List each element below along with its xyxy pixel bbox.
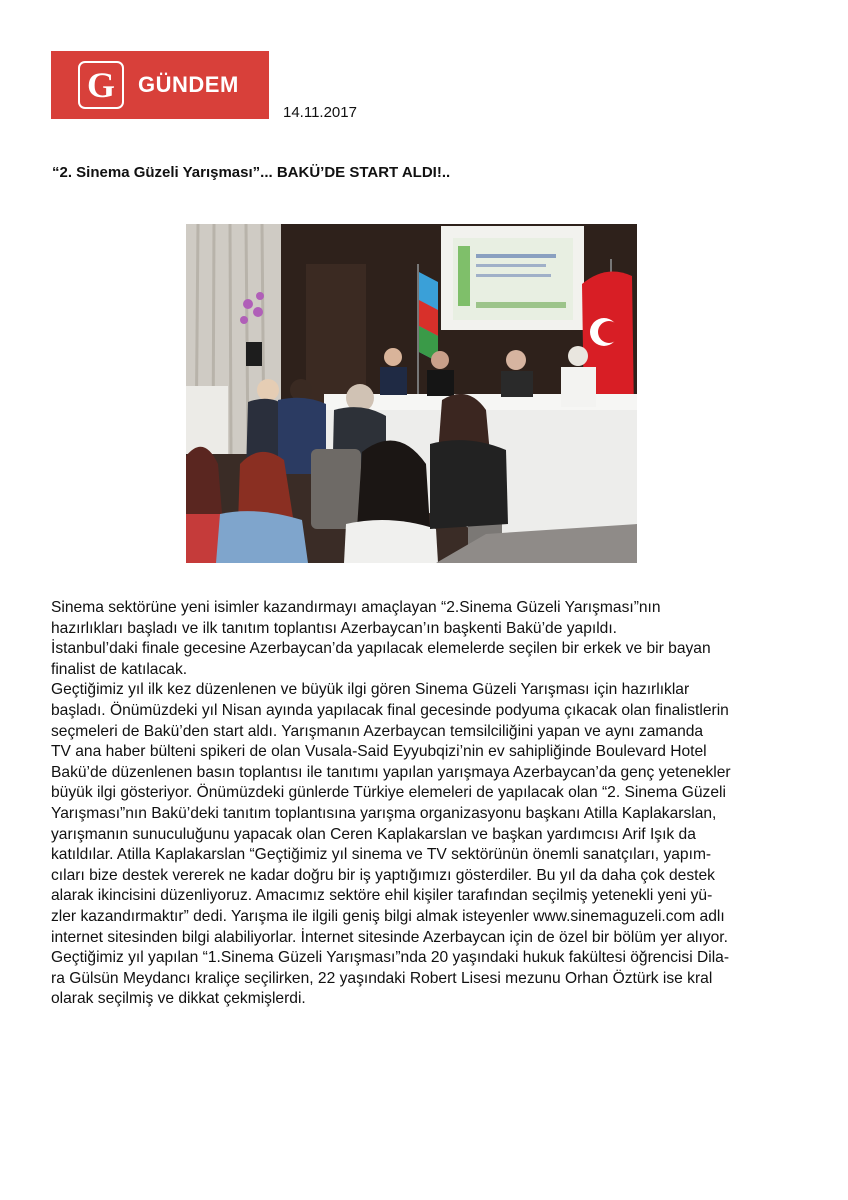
press-conference-photo-icon [186, 224, 637, 563]
logo-g-mark [78, 61, 124, 109]
logo-brand-text: GÜNDEM [138, 72, 239, 97]
body-line: alarak ikincisini düzenliyoruz. Amacımız sektöre ehil kişiler tarafından seçilmiş yetenekli yeni yü- [51, 887, 713, 905]
body-line: katıldılar. Atilla Kaplakarslan “Geçtiğimiz yıl sinema ve TV sektörünün önemli sanatçıları, yapım- [51, 846, 712, 864]
body-line: hazırlıkları başladı ve ilk tanıtım toplantısı Azerbaycan’ın başkenti Bakü’de yapıldı. [51, 619, 618, 637]
body-line: olarak seçilmiş ve dikkat çekmişlerdi. [51, 990, 306, 1008]
body-line: başladı. Önümüzdeki yıl Nisan ayında yapılacak final gecesinde podyuma çıkacak olan finalistlerin [51, 701, 729, 719]
article-headline: “2. Sinema Güzeli Yarışması”... BAKÜ’DE START ALDI!.. [52, 164, 451, 181]
publication-date: 14.11.2017 [283, 104, 357, 121]
body-line: yarışmanın sunuculuğunu yapacak olan Ceren Kaplakarslan ve başkan yardımcısı Arif Işık da [51, 825, 696, 843]
body-line: finalist de katılacak. [51, 660, 188, 678]
gundem-logo [51, 51, 269, 119]
body-line: Bakü’de düzenlenen basın toplantısı ile tanıtımı yapılan yarışmaya Azerbaycan’da genç yetenekler [51, 763, 731, 781]
body-line: seçmeleri de Bakü’den start aldı. Yarışmanın Azerbaycan temsilciliğini yapan ve aynı zamanda [51, 722, 704, 740]
body-line: Geçtiğimiz yıl ilk kez düzenlenen ve büyük ilgi gören Sinema Güzeli Yarışması için hazırlıklar [51, 681, 690, 699]
logo-letter: G [86, 65, 115, 105]
body-line: büyük ilgi gösteriyor. Önümüzdeki günlerde Türkiye elemeleri de yapılacak olan “2. Sinema Güzeli [51, 784, 726, 802]
body-line: TV ana haber bülteni spikeri de olan Vusala-Said Eyyubqizi’nin ev sahipliğinde Boulevard Hotel [51, 743, 707, 761]
body-line: Geçtiğimiz yıl yapılan “1.Sinema Güzeli Yarışması”nda 20 yaşındaki hukuk fakültesi öğrencisi Dila- [51, 949, 730, 967]
body-line: İstanbul’daki finale gecesine Azerbaycan’da yapılacak elemelerde seçilen bir erkek ve bir bayan [51, 640, 711, 658]
body-line: Sinema sektörüne yeni isimler kazandırmayı amaçlayan “2.Sinema Güzeli Yarışması”nın [51, 599, 661, 616]
body-line: ra Gülsün Meydancı kraliçe seçilirken, 22 yaşındaki Robert Lisesi mezunu Orhan Öztürk ise kral [51, 969, 713, 987]
body-line: zler kazandırmaktır” dedi. Yarışma ile ilgili geniş bilgi almak isteyenler www.sinemaguzeli.com adlı [51, 907, 725, 925]
body-line: Yarışması”nın Bakü’deki tanıtım toplantısına yarışma organizasyonu başkanı Atilla Kaplakarslan, [51, 804, 717, 822]
body-line: cıları bize destek vererek ne kadar doğru bir iş yaptığımızı gösterdiler. Bu yıl da daha çok destek [51, 866, 715, 884]
article-body [51, 598, 803, 1010]
body-line: internet sitesinden bilgi alabiliyorlar. İnternet sitesinde Azerbaycan için de özel bir bölüm yer alıyor. [51, 928, 728, 946]
article-photo [186, 224, 637, 563]
